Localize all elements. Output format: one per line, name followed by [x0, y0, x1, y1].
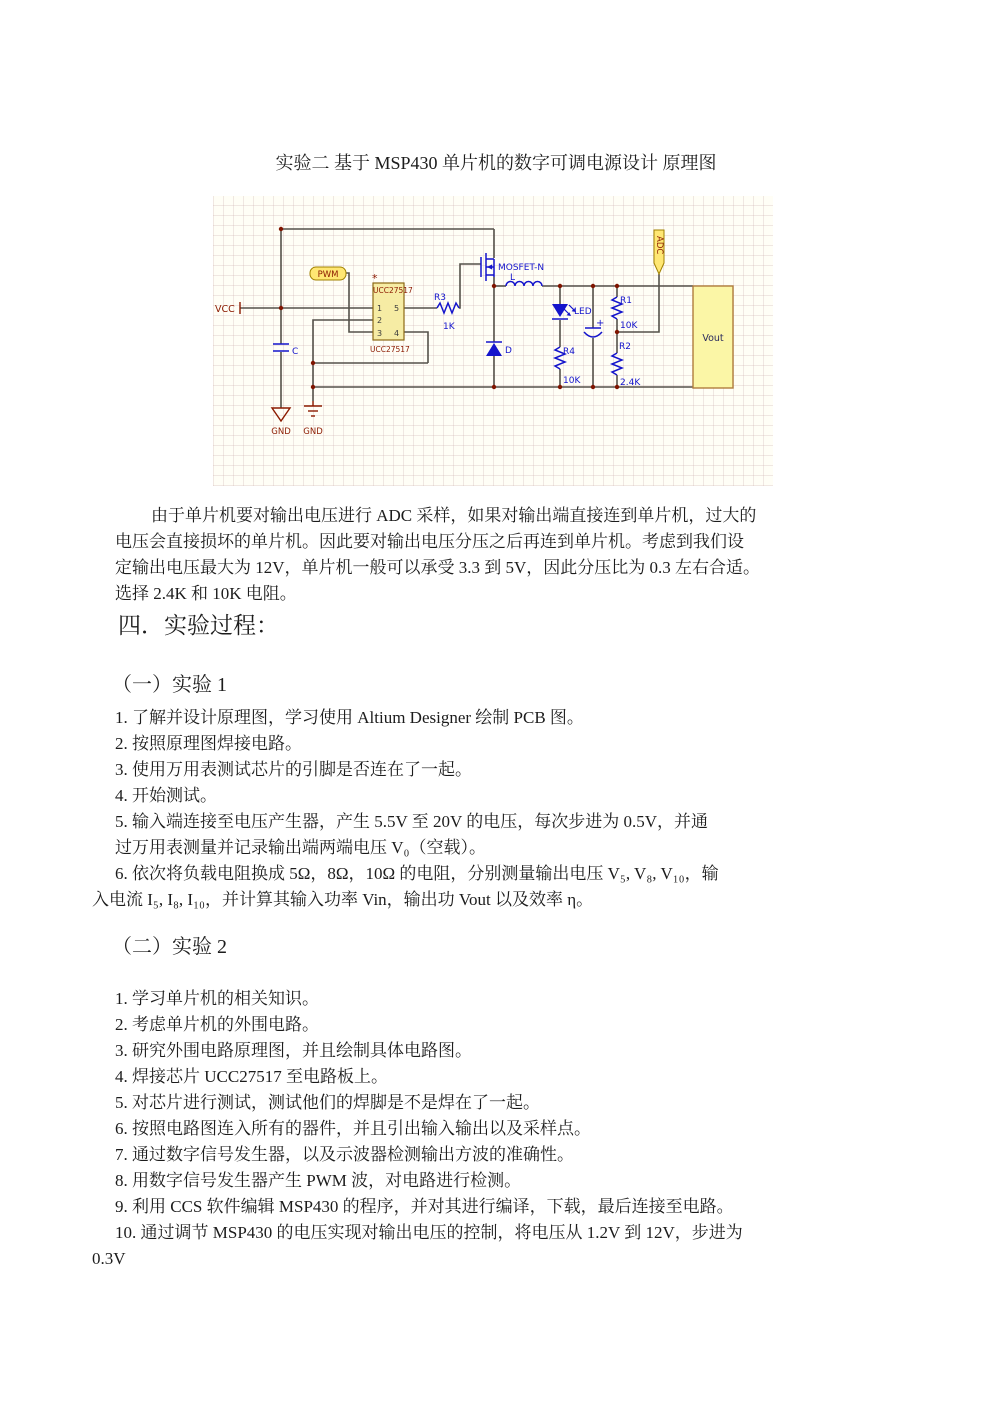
step-line: 10. 通过调节 MSP430 的电压实现对输出电压的控制，将电压从 1.2V 到 12V，步进为 [115, 1223, 743, 1242]
led-label: LED [574, 307, 592, 317]
r3-label: R3 [434, 293, 446, 303]
schematic-svg [213, 196, 773, 486]
diode-label: D [505, 346, 512, 356]
led-symbol [552, 304, 576, 319]
step-line: 5. 对芯片进行测试，测试他们的焊脚是不是焊在了一起。 [115, 1093, 540, 1112]
wire-pwm-to-pin3 [346, 273, 373, 332]
ic-name-top: UCC27517 [373, 286, 413, 295]
step-line: 2. 按照原理图焊接电路。 [115, 734, 302, 753]
resistor-r3-symbol [437, 303, 459, 313]
experiment2-heading: （二）实验 2 [112, 936, 227, 958]
r4-value-label: 10K [563, 376, 581, 386]
step-line: 7. 通过数字信号发生器，以及示波器检测输出方波的准确性。 [115, 1145, 574, 1164]
input-cap-label: C [292, 347, 299, 357]
pwm-net-label: PWM [317, 270, 339, 280]
step-line: 3. 使用万用表测试芯片的引脚是否连在了一起。 [115, 760, 472, 779]
step-line: 6. 依次将负载电阻换成 5Ω，8Ω，10Ω 的电阻，分别测量输出电压 V₅, V₈, V₁₀，输 [115, 864, 719, 883]
inductor-label: L [510, 273, 516, 283]
r3-value-label: 1K [443, 322, 455, 332]
power-labels [215, 304, 323, 437]
gnd-right-label: GND [303, 427, 323, 437]
section-heading: 四．实验过程： [118, 613, 279, 638]
ic-pin-2: 2 [377, 316, 383, 325]
diode-symbol [486, 342, 502, 356]
page-title: 实验二 基于 MSP430 单片机的数字可调电源设计 原理图 [275, 153, 717, 173]
step-line: 1. 学习单片机的相关知识。 [115, 989, 319, 1008]
step-line: 1. 了解并设计原理图，学习使用 Altium Designer 绘制 PCB 图。 [115, 708, 584, 727]
step-line: 过万用表测量并记录输出端两端电压 V₀（空载）。 [115, 838, 486, 857]
paragraph-line: 电压会直接损坏的单片机。因此要对输出电压分压之后再连到单片机。考虑到我们设 [115, 532, 744, 551]
wire-r3-to-gate [459, 264, 481, 308]
step-line: 9. 利用 CCS 软件编辑 MSP430 的程序，并对其进行编译，下载，最后连接至电路。 [115, 1197, 734, 1216]
cap-plus-label: + [596, 318, 605, 329]
earth-gnd-symbol [304, 401, 322, 416]
step-line: 3. 研究外围电路原理图，并且绘制具体电路图。 [115, 1041, 472, 1060]
ic-pin-3: 3 [377, 329, 383, 338]
step-line: 8. 用数字信号发生器产生 PWM 波，对电路进行检测。 [115, 1171, 522, 1190]
paragraph-line: 由于单片机要对输出电压进行 ADC 采样，如果对输出端直接连到单片机，过大的 [151, 506, 757, 525]
r2-value-label: 2.4K [620, 378, 641, 388]
step-line: 5. 输入端连接至电压产生器，产生 5.5V 至 20V 的电压，每次步进为 0.5V，并通 [115, 812, 708, 831]
ic-pin-5: 5 [394, 304, 400, 313]
experiment1-steps [0, 705, 992, 913]
input-capacitor-symbol [273, 344, 289, 351]
r1-label: R1 [620, 296, 632, 306]
mosfet-symbol [481, 253, 494, 281]
r4-label: R4 [563, 347, 575, 357]
step-line: 4. 焊接芯片 UCC27517 至电路板上。 [115, 1067, 388, 1086]
component-labels [292, 263, 641, 388]
gnd-left-label: GND [271, 427, 291, 437]
ic-designator-star: * [372, 272, 378, 285]
step-line: 入电流 I₅, I₈, I₁₀，并计算其输入功率 Vin，输出功 Vout 以及效率 η。 [92, 890, 594, 909]
paragraph-line: 定输出电压最大为 12V，单片机一般可以承受 3.3 到 5V，因此分压比为 0.3 左右合适。 [115, 558, 761, 577]
r2-label: R2 [619, 342, 631, 352]
step-line: 2. 考虑单片机的外围电路。 [115, 1015, 319, 1034]
experiment2-steps [0, 986, 992, 1272]
ic-pin-1: 1 [377, 304, 383, 313]
ic-pin-4: 4 [394, 329, 400, 338]
experiment1-heading: （一）实验 1 [112, 674, 227, 696]
vout-port-label: Vout [702, 333, 724, 344]
adc-net-label: ADC [654, 236, 664, 255]
paragraph-line: 选择 2.4K 和 10K 电阻。 [115, 584, 297, 603]
step-line: 0.3V [92, 1249, 126, 1268]
r1-value-label: 10K [620, 321, 638, 331]
mosfet-label: MOSFET-N [498, 263, 545, 273]
step-line: 6. 按照电路图连入所有的器件，并且引出输入输出以及采样点。 [115, 1119, 591, 1138]
resistor-r2-symbol [612, 353, 622, 375]
intro-paragraph [0, 503, 992, 607]
circuit-schematic [213, 196, 773, 486]
wire-pin2-return [313, 320, 373, 363]
gnd-triangle-symbol [272, 408, 290, 421]
output-capacitor-symbol [584, 328, 602, 337]
vcc-label: VCC [215, 304, 235, 315]
ic-name-bottom: UCC27517 [370, 345, 410, 354]
step-line: 4. 开始测试。 [115, 786, 217, 805]
